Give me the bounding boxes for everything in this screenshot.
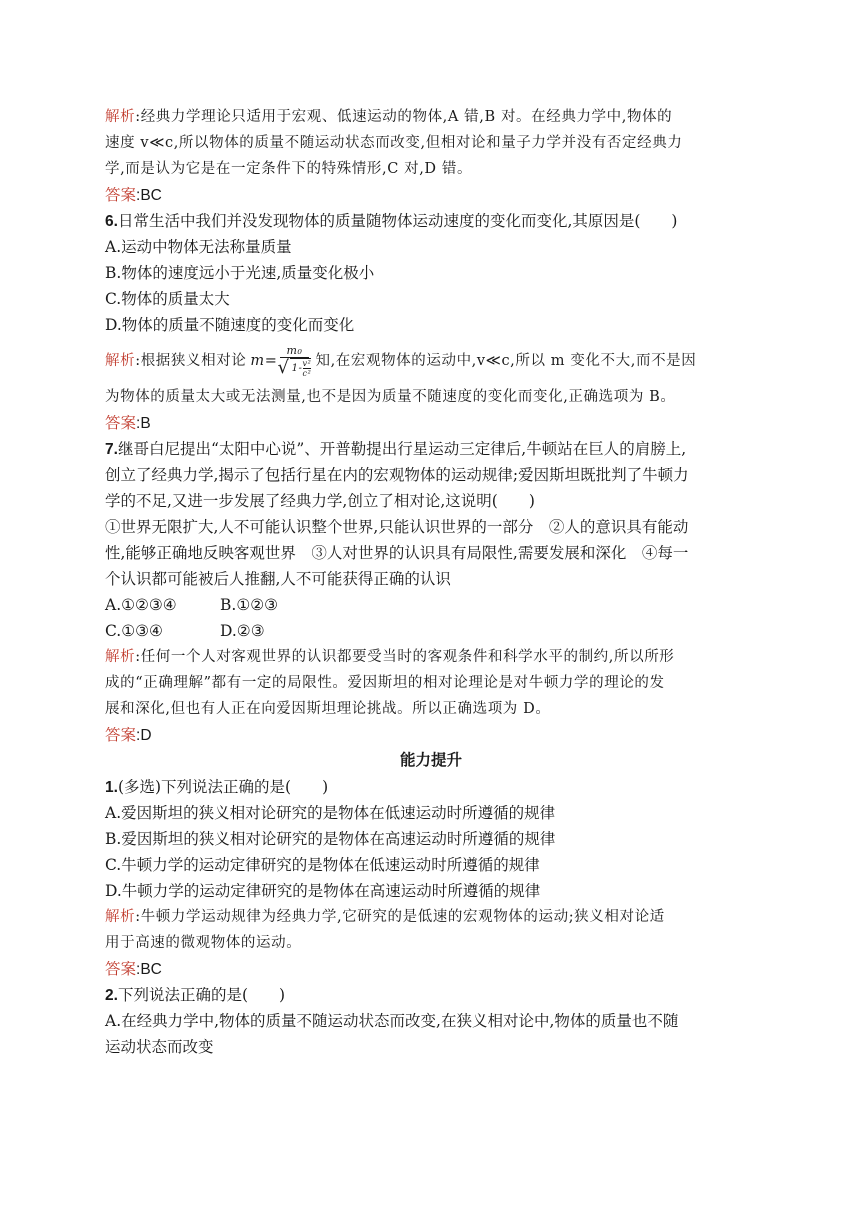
- q7-stem-line-4: ①世界无限扩大,人不可能认识整个世界,只能认识世界的一部分 ②人的意识具有能动: [105, 518, 689, 536]
- p1-option-b: B.爱因斯坦的狭义相对论研究的是物体在高速运动时所遵循的规律: [105, 830, 556, 848]
- q5-answer: 答案:BC: [105, 187, 162, 204]
- q6-option-d: D.物体的质量不随速度的变化而变化: [105, 316, 355, 334]
- q7-options-row-2: [105, 618, 757, 644]
- p2-stem: 2.下列说法正确的是( ): [105, 986, 286, 1004]
- q7-analysis-line-1: 解析:任何一个人对客观世界的认识都要受当时的客观条件和科学水平的制约,所以所形: [105, 649, 675, 665]
- q7-analysis-line-3: 展和深化,但也有人正在向爱因斯坦理论挑战。所以正确选项为 D。: [105, 701, 551, 717]
- q6-option-a: A.运动中物体无法称量质量: [105, 238, 292, 256]
- q7-stem-line-5: 性,能够正确地反映客观世界 ③人对世界的认识具有局限性,需要发展和深化 ④每一: [105, 544, 689, 562]
- answer-label: 答案: [105, 187, 137, 204]
- q6-option-c: C.物体的质量太大: [105, 290, 230, 308]
- p1-option-d: D.牛顿力学的运动定律研究的是物体在高速运动时所遵循的规律: [105, 882, 541, 900]
- p1-option-a: A.爱因斯坦的狭义相对论研究的是物体在低速运动时所遵循的规律: [105, 804, 556, 822]
- q7-stem-line-1: 7.继哥白尼提出“太阳中心说”、开普勒提出行星运动三定律后,牛顿站在巨人的肩膀上,: [105, 440, 687, 458]
- p1-option-c: C.牛顿力学的运动定律研究的是物体在低速运动时所遵循的规律: [105, 856, 540, 874]
- formula-fraction: m₀ √ 1- $\frac{\text{v²}}{\text{c²}}$: [277, 343, 312, 378]
- q7-stem-line-3: 学的不足,又进一步发展了经典力学,创立了相对论,这说明( ): [105, 492, 535, 510]
- p2-option-a-line-2: 运动状态而改变: [105, 1038, 214, 1056]
- q7-option-a: A.①②③④: [105, 596, 177, 614]
- document-page: [105, 104, 757, 1060]
- q6-analysis-line-1: 解析 :根据狭义相对论 m= m₀ √ 1- $\frac{\text{v²}}{\text{c²}}$ 知,在宏观物体的运动中,v≪c,所以 m 变化不大,而不是因: [105, 338, 757, 384]
- sqrt-symbol: √: [277, 357, 290, 378]
- question-number: 6.: [105, 213, 118, 230]
- question-number: 7.: [105, 441, 118, 458]
- q7-analysis-line-2: 成的“正确理解”都有一定的局限性。爱因斯坦的相对论理论是对牛顿力学的理论的发: [105, 675, 665, 691]
- q7-stem-line-2: 创立了经典力学,揭示了包括行星在内的宏观物体的运动规律;爱因斯坦既批判了牛顿力: [105, 466, 689, 484]
- question-number: 2.: [105, 987, 118, 1004]
- q7-option-b: B.①②③: [220, 596, 279, 614]
- section-title: 能力提升: [399, 752, 462, 769]
- p2-option-a-line-1: A.在经典力学中,物体的质量不随运动状态而改变,在狭义相对论中,物体的质量也不随: [105, 1012, 679, 1030]
- q7-option-d: D.②③: [220, 622, 265, 640]
- q6-option-b: B.物体的速度远小于光速,质量变化极小: [105, 264, 375, 282]
- q7-stem-line-6: 个认识都可能被后人推翻,人不可能获得正确的认识: [105, 570, 451, 588]
- q6-stem: 6.日常生活中我们并没发现物体的质量随物体运动速度的变化而变化,其原因是( ): [105, 212, 678, 230]
- answer-label: 答案: [105, 727, 137, 744]
- analysis-label: 解析: [105, 109, 136, 125]
- q6-answer: 答案:B: [105, 415, 151, 432]
- formula-denominator: √ 1- $\frac{\text{v²}}{\text{c²}}$: [277, 357, 312, 378]
- q5-analysis-line-1: 解析:经典力学理论只适用于宏观、低速运动的物体,A 错,B 对。在经典力学中,物体的: [105, 109, 673, 125]
- question-number: 1.: [105, 779, 118, 796]
- analysis-label: 解析: [105, 649, 136, 665]
- q5-analysis-line-2: 速度 v≪c,所以物体的质量不随运动状态而改变,但相对论和量子力学并没有否定经典力: [105, 135, 683, 151]
- mass-formula: m= m₀ √ 1- $\frac{\text{v²}}{\text{c²}}$: [250, 343, 312, 378]
- p1-stem: 1.(多选)下列说法正确的是( ): [105, 778, 329, 796]
- answer-label: 答案: [105, 961, 137, 978]
- q7-option-c: C.①③④: [105, 622, 163, 640]
- analysis-label: 解析: [105, 353, 136, 369]
- p1-analysis-line-1: 解析:牛顿力学运动规律为经典力学,它研究的是低速的宏观物体的运动;狭义相对论适: [105, 909, 665, 925]
- p1-analysis-line-2: 用于高速的微观物体的运动。: [105, 935, 302, 951]
- answer-label: 答案: [105, 415, 137, 432]
- q5-analysis-line-3: 学,而是认为它是在一定条件下的特殊情形,C 对,D 错。: [105, 161, 473, 177]
- analysis-label: 解析: [105, 909, 136, 925]
- q7-options-row-1: [105, 592, 757, 618]
- q7-answer: 答案:D: [105, 727, 152, 744]
- q6-analysis-line-2: 为物体的质量太大或无法测量,也不是因为质量不随速度的变化而变化,正确选项为 B。: [105, 389, 676, 405]
- p1-answer: 答案:BC: [105, 961, 162, 978]
